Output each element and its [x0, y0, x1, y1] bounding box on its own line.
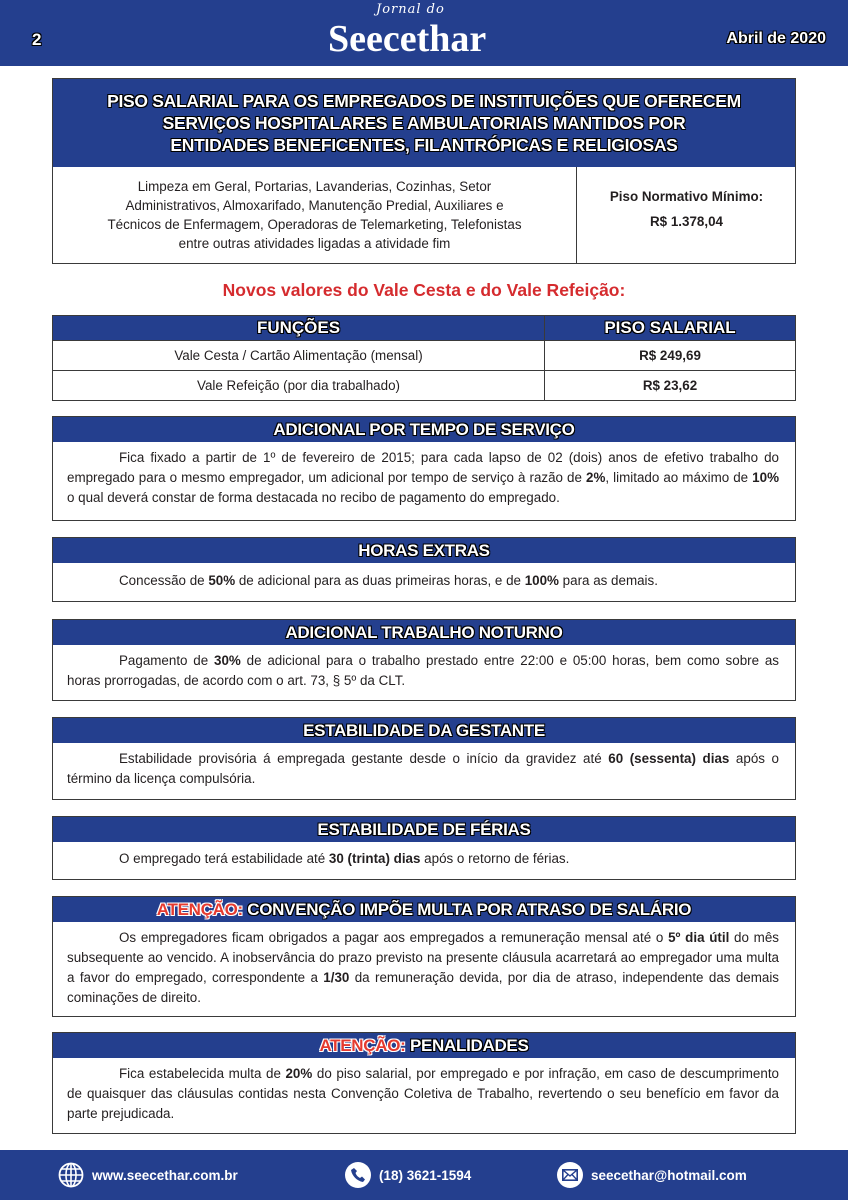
bold-text: 30% [214, 653, 241, 668]
piso-value: R$ 1.378,04 [650, 214, 723, 229]
title-text: PENALIDADES [405, 1036, 529, 1055]
bold-text: 10% [752, 470, 779, 485]
section-title: ESTABILIDADE DA GESTANTE [53, 718, 795, 743]
section-title: HORAS EXTRAS [53, 538, 795, 563]
piso-value-cell [578, 167, 795, 263]
mail-icon [557, 1162, 583, 1188]
cell-funcao: Vale Cesta / Cartão Alimentação (mensal) [53, 341, 545, 370]
section-multa-atraso [52, 896, 796, 1017]
text: Concessão de [119, 573, 209, 588]
section-body [53, 842, 795, 877]
footer-website[interactable] [58, 1150, 238, 1200]
column-header-piso: PISO SALARIAL [604, 318, 736, 337]
text: de adicional para as duas primeiras horas, e de [235, 573, 525, 588]
section-title: ESTABILIDADE DE FÉRIAS [53, 817, 795, 842]
bold-text: 60 (sessenta) dias [608, 751, 730, 766]
section-penalidades [52, 1032, 796, 1134]
section-body [53, 645, 795, 699]
cell-valor: R$ 23,62 [642, 378, 698, 393]
bold-text: 100% [524, 573, 559, 588]
globe-icon [58, 1162, 84, 1188]
cell-funcao: Vale Refeição (por dia trabalhado) [53, 371, 545, 400]
column-header-funcoes: FUNÇÕES [53, 316, 545, 340]
bold-text: 5º dia útil [668, 930, 730, 945]
text: Os empregadores ficam obrigados a pagar aos empregados a remuneração mensal até o [119, 930, 669, 945]
vale-table [52, 315, 796, 401]
piso-label: Piso Normativo Mínimo: [609, 189, 764, 204]
text: de adicional para o trabalho prestado entre 22:00 e 05:00 horas, bem como sobre as horas prorrogadas, de acordo com o art. 73, § 5º da CLT. [67, 653, 779, 688]
text: Fica fixado a partir de 1º de fevereiro de 2015; para cada lapso de 02 (dois) anos de efetivo trabalho do empregado para o mesmo empregador, um adicional por tempo de serviço à razão de [67, 450, 779, 485]
cell-valor: R$ 249,69 [639, 348, 701, 363]
footer-phone[interactable] [345, 1150, 471, 1200]
section-tempo-servico [52, 416, 796, 521]
section-body [53, 442, 795, 516]
bold-text: 20% [285, 1066, 313, 1081]
text: O empregado terá estabilidade até [119, 851, 329, 866]
section-horas-extras [52, 537, 796, 602]
section-body [53, 1058, 795, 1132]
page-number: 2 [32, 30, 42, 49]
section-body [53, 922, 795, 1016]
phone-icon [345, 1162, 371, 1188]
email-link[interactable]: seecethar@hotmail.com [591, 1167, 747, 1183]
bold-text: 2% [586, 470, 606, 485]
table-row [53, 340, 795, 370]
footer-bar [0, 1150, 848, 1200]
vale-subtitle: Novos valores do Vale Cesta e do Vale Refeição: [222, 280, 626, 300]
section-estabilidade-ferias [52, 816, 796, 880]
section-title [53, 1033, 795, 1058]
attention-label: ATENÇÃO: [156, 900, 243, 919]
text: Fica estabelecida multa de [119, 1066, 286, 1081]
issue-date: Abril de 2020 [726, 30, 826, 47]
piso-description [53, 167, 577, 263]
footer-email[interactable] [557, 1150, 747, 1200]
text: Estabilidade provisória á empregada gestante desde o início da gravidez até [119, 751, 609, 766]
section-body [53, 563, 795, 599]
title-line: PISO SALARIAL PARA OS EMPREGADOS DE INSTITUIÇÕES QUE OFERECEM [107, 91, 741, 111]
description-line: Limpeza em Geral, Portarias, Lavanderias, Cozinhas, Setor [137, 179, 492, 194]
section-trabalho-noturno [52, 619, 796, 701]
description-line: Administrativos, Almoxarifado, Manutenção Predial, Auxiliares e [125, 198, 504, 213]
text: , limitado ao máximo de [605, 470, 753, 485]
website-link[interactable]: www.seecethar.com.br [92, 1167, 238, 1183]
text: da remuneração devida, por dia de atraso, independente das demais cominações de direito. [67, 970, 779, 1005]
section-title: ADICIONAL POR TEMPO DE SERVIÇO [53, 417, 795, 442]
bold-text: 30 (trinta) dias [328, 851, 421, 866]
description-line: Técnicos de Enfermagem, Operadoras de Telemarketing, Telefonistas [107, 217, 522, 232]
bold-text: 1/30 [323, 970, 350, 985]
table-row [53, 370, 795, 400]
text: do mês subsequente ao vencido. A inobservância do prazo previsto na presente cláusula acarretará ao empregador uma multa a favor do empregado, correspondente a [67, 930, 779, 985]
logo-subtitle: Jornal do [376, 2, 445, 17]
title-line: SERVIÇOS HOSPITALARES E AMBULATORIAIS MANTIDOS POR [162, 113, 686, 133]
description-line: entre outras atividades ligadas a atividade fim [178, 236, 451, 251]
attention-label: ATENÇÃO: [319, 1036, 406, 1055]
logo-title: Seecethar [328, 18, 487, 60]
text: o qual deverá constar de forma destacada no recibo de pagamento do empregado. [67, 490, 560, 505]
bold-text: 50% [208, 573, 236, 588]
section-title [53, 897, 795, 922]
table-header [53, 316, 795, 340]
text: Pagamento de [119, 653, 214, 668]
text: após o término da licença compulsória. [67, 751, 779, 786]
title-line: ENTIDADES BENEFICENTES, FILANTRÓPICAS E RELIGIOSAS [170, 135, 678, 155]
text: após o retorno de férias. [420, 851, 570, 866]
section-title: ADICIONAL TRABALHO NOTURNO [53, 620, 795, 645]
text: para as demais. [558, 573, 658, 588]
section-estabilidade-gestante [52, 717, 796, 800]
piso-salarial-title [53, 79, 795, 167]
title-text: CONVENÇÃO IMPÕE MULTA POR ATRASO DE SALÁRIO [242, 900, 692, 919]
phone-number[interactable]: (18) 3621-1594 [379, 1167, 472, 1183]
header-bar [0, 0, 848, 66]
piso-salarial-box [52, 78, 796, 264]
section-body [53, 743, 795, 797]
journal-logo [326, 2, 526, 64]
text: do piso salarial, por empregado e por infração, em caso de descumprimento de quaisquer das cláusulas contidas nesta Convenção Coletiva de Trabalho, revertendo o seu benefício em favor da parte prejudicada. [67, 1066, 779, 1121]
